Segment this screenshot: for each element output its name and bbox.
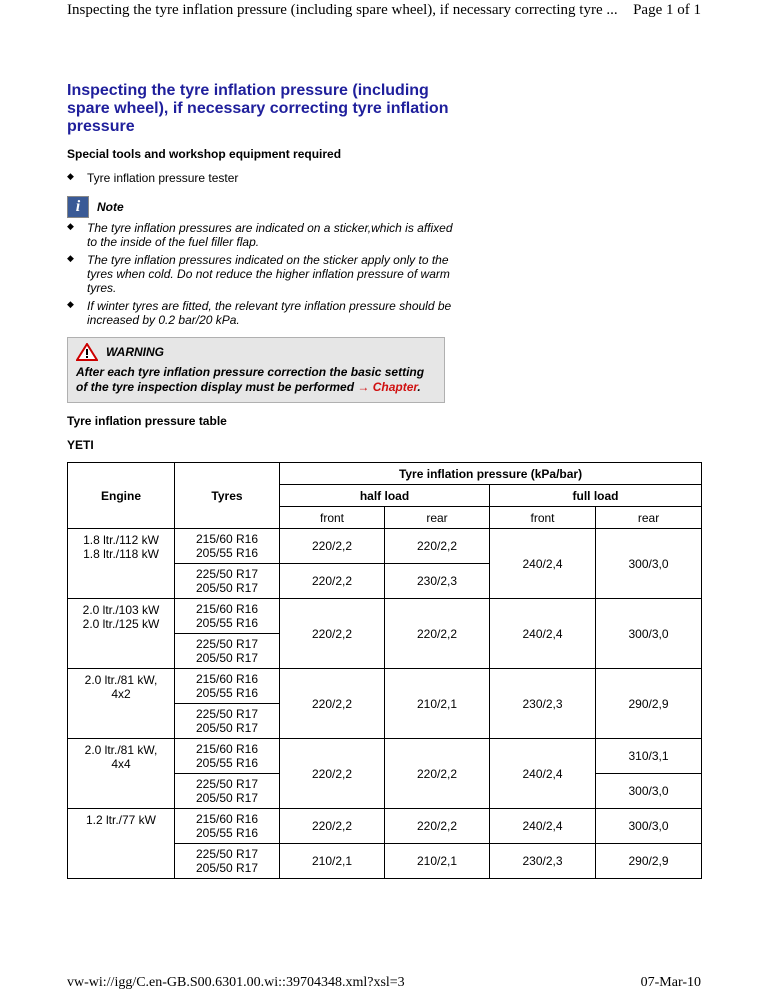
page-title: Inspecting the tyre inflation pressure (including spare wheel), if necessary correcting tyre inflation pressure [67,82,449,135]
value-cell: 210/2,1 [385,669,490,739]
page-number: Page 1 of 1 [633,2,701,18]
table-row [68,809,702,844]
model-name: YETI [67,438,94,452]
engine-cell: 2.0 ltr./103 kW 2.0 ltr./125 kW [68,599,175,669]
value-cell: 300/3,0 [596,599,702,669]
note-item [67,221,457,249]
table-row [68,529,702,564]
header-tyres: Tyres [175,463,280,529]
engine-cell: 1.8 ltr./112 kW 1.8 ltr./118 kW [68,529,175,599]
value-cell: 210/2,1 [280,844,385,879]
warning-body: After each tyre inflation pressure correction the basic setting of the tyre inspection display must be performed [76,365,425,394]
value-cell: 230/2,3 [490,844,596,879]
warning-label: WARNING [106,345,164,359]
tools-heading: Special tools and workshop equipment required [67,147,342,161]
tool-item-text: Tyre inflation pressure tester [87,171,239,185]
value-cell: 300/3,0 [596,809,702,844]
note-item [67,253,457,295]
value-cell: 230/2,3 [490,669,596,739]
table-row [68,599,702,634]
note-item-text: The tyre inflation pressures are indicated on a sticker,which is affixed to the inside of the fuel filler flap. [87,221,453,249]
page-header [67,2,701,19]
tyre-cell: 215/60 R16 205/55 R16 [175,739,280,774]
engine-cell: 2.0 ltr./81 kW, 4x2 [68,669,175,739]
note-item-text: The tyre inflation pressures indicated on the sticker apply only to the tyres when cold. Do not reduce the higher inflation pressure of warm tyres. [87,253,450,295]
chapter-link[interactable]: → Chapter [357,380,418,394]
value-cell: 240/2,4 [490,529,596,599]
value-cell: 240/2,4 [490,739,596,809]
note-item-text: If winter tyres are fitted, the relevant tyre inflation pressure should be increased by 0.2 bar/20 kPa. [87,299,452,327]
value-cell: 220/2,2 [280,564,385,599]
page-footer [67,975,701,991]
header-front: front [490,507,596,529]
warning-end: . [417,380,421,394]
value-cell: 220/2,2 [280,599,385,669]
info-icon: i [67,196,89,218]
header-full-load: full load [490,485,702,507]
table-row [68,669,702,704]
value-cell: 240/2,4 [490,599,596,669]
header-engine: Engine [68,463,175,529]
header-half-load: half load [280,485,490,507]
document-url: vw-wi://igg/C.en-GB.S00.6301.00.wi::39704348.xml?xsl=3 [67,975,405,990]
tyre-cell: 225/50 R17 205/50 R17 [175,774,280,809]
warning-box [67,337,445,403]
tyre-cell: 215/60 R16 205/55 R16 [175,599,280,634]
note-header [67,196,124,218]
tyre-cell: 225/50 R17 205/50 R17 [175,564,280,599]
value-cell: 230/2,3 [385,564,490,599]
value-cell: 300/3,0 [596,529,702,599]
value-cell: 220/2,2 [280,809,385,844]
value-cell: 220/2,2 [385,599,490,669]
engine-cell: 1.2 ltr./77 kW [68,809,175,879]
warning-icon [76,343,98,361]
bullet-icon: ◆ [67,221,74,231]
tyre-cell: 215/60 R16 205/55 R16 [175,669,280,704]
value-cell: 220/2,2 [280,529,385,564]
header-title: Inspecting the tyre inflation pressure (including spare wheel), if necessary correcting tyre ... [67,2,618,18]
warning-text [76,365,436,395]
value-cell: 290/2,9 [596,669,702,739]
tyre-cell: 215/60 R16 205/55 R16 [175,809,280,844]
tyre-cell: 225/50 R17 205/50 R17 [175,704,280,739]
engine-cell: 2.0 ltr./81 kW, 4x4 [68,739,175,809]
bullet-icon: ◆ [67,171,74,181]
document-date: 07-Mar-10 [640,975,701,990]
value-cell: 310/3,1 [596,739,702,774]
note-item [67,299,457,327]
value-cell: 210/2,1 [385,844,490,879]
value-cell: 220/2,2 [280,669,385,739]
header-front: front [280,507,385,529]
header-rear: rear [385,507,490,529]
header-pressure: Tyre inflation pressure (kPa/bar) [280,463,702,485]
table-row [68,739,702,774]
tyre-cell: 225/50 R17 205/50 R17 [175,634,280,669]
value-cell: 290/2,9 [596,844,702,879]
value-cell: 300/3,0 [596,774,702,809]
tyre-cell: 225/50 R17 205/50 R17 [175,844,280,879]
tyre-cell: 215/60 R16 205/55 R16 [175,529,280,564]
table-heading: Tyre inflation pressure table [67,414,227,428]
value-cell: 220/2,2 [385,739,490,809]
value-cell: 240/2,4 [490,809,596,844]
tool-item [67,171,457,185]
value-cell: 220/2,2 [280,739,385,809]
note-label: Note [97,200,124,214]
value-cell: 220/2,2 [385,529,490,564]
header-rear: rear [596,507,702,529]
bullet-icon: ◆ [67,299,74,309]
bullet-icon: ◆ [67,253,74,263]
pressure-table [67,462,702,879]
value-cell: 220/2,2 [385,809,490,844]
